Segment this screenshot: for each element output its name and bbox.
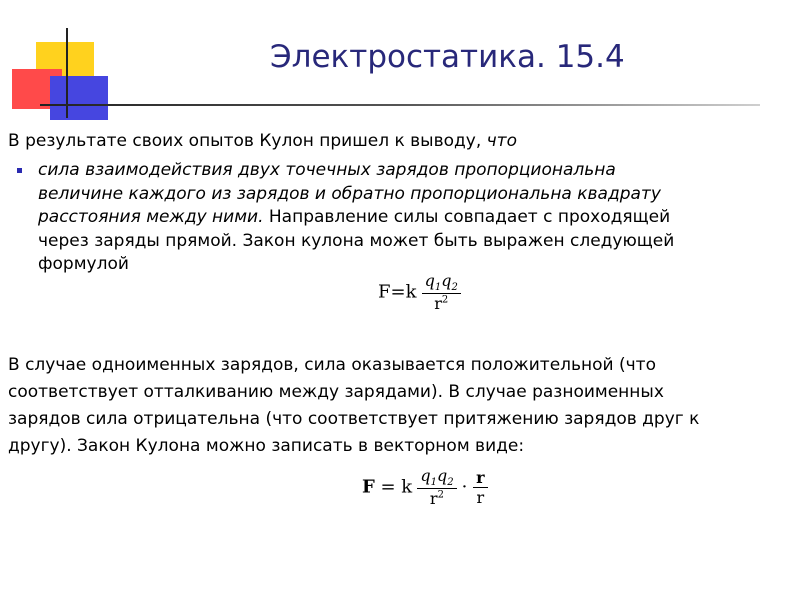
coulomb-formula-vector	[362, 466, 488, 522]
paragraph-2-line: зарядов сила отрицательна (что соответствует притяжению зарядов друг к	[8, 409, 700, 429]
bullet-line-4: через заряды прямой. Закон кулона может быть выражен следующей	[38, 230, 675, 251]
f2-q2: q	[436, 466, 448, 485]
intro-text	[8, 130, 517, 154]
f1-sub2: 2	[451, 282, 458, 294]
decor-blue-square	[50, 76, 108, 120]
formula2-dot: ·	[461, 476, 474, 498]
formula1-numerator	[422, 271, 461, 294]
f1-sub1: 1	[434, 282, 442, 294]
formula2-vec-den: r	[476, 487, 485, 507]
f1-sup: 2	[441, 294, 449, 306]
f2-sub1: 1	[430, 477, 437, 489]
f2-q1: q	[420, 466, 431, 485]
paragraph-2-line: соответствует отталкиванию между зарядами). В случае разноименных	[8, 382, 664, 402]
bullet-line-1: сила взаимодействия двух точечных зарядов пропорциональна	[38, 160, 616, 180]
formula2-unit-vector	[473, 468, 487, 507]
paragraph-2-line: другу). Закон Кулона можно записать в векторном виде:	[8, 436, 525, 456]
f2-sub2: 2	[447, 477, 454, 489]
f1-q1: q	[424, 271, 435, 290]
formula1-fraction	[422, 271, 461, 313]
formula2-denominator	[417, 489, 456, 508]
paragraph-2-line: В случае одноименных зарядов, сила оказывается положительной (что	[8, 355, 656, 375]
title-underline	[40, 104, 760, 106]
formula2-vec-num: r	[473, 468, 487, 488]
slide-title: Электростатика. 15.4	[270, 39, 625, 75]
formula2-eq: = k	[374, 476, 413, 498]
formula2-numerator	[417, 466, 456, 489]
formula1-lhs: F=k	[378, 281, 417, 303]
f2-r: r	[429, 489, 438, 509]
bullet-line-2: величине каждого из зарядов и обратно пропорциональна квадрату	[38, 183, 661, 204]
formula2-lhs: F	[362, 476, 375, 498]
bullet-marker	[17, 168, 22, 173]
f2-sup: 2	[437, 489, 444, 501]
intro-italic: что	[486, 131, 517, 151]
intro-plain: В результате своих опытов Кулон пришел к выводу,	[8, 131, 487, 151]
bullet-line-5: формулой	[38, 254, 129, 274]
bullet-line-3-rest: Направление силы совпадает с проходящей	[263, 207, 671, 227]
f1-q2: q	[441, 271, 452, 290]
formula1-denominator	[422, 294, 461, 313]
bullet-paragraph	[38, 159, 674, 277]
formula2-fraction	[417, 466, 456, 508]
coulomb-formula-scalar	[378, 271, 461, 323]
bullet-line-3-italic: расстояния между ними.	[38, 207, 264, 227]
f1-r: r	[434, 294, 442, 314]
paragraph-2	[8, 352, 699, 460]
